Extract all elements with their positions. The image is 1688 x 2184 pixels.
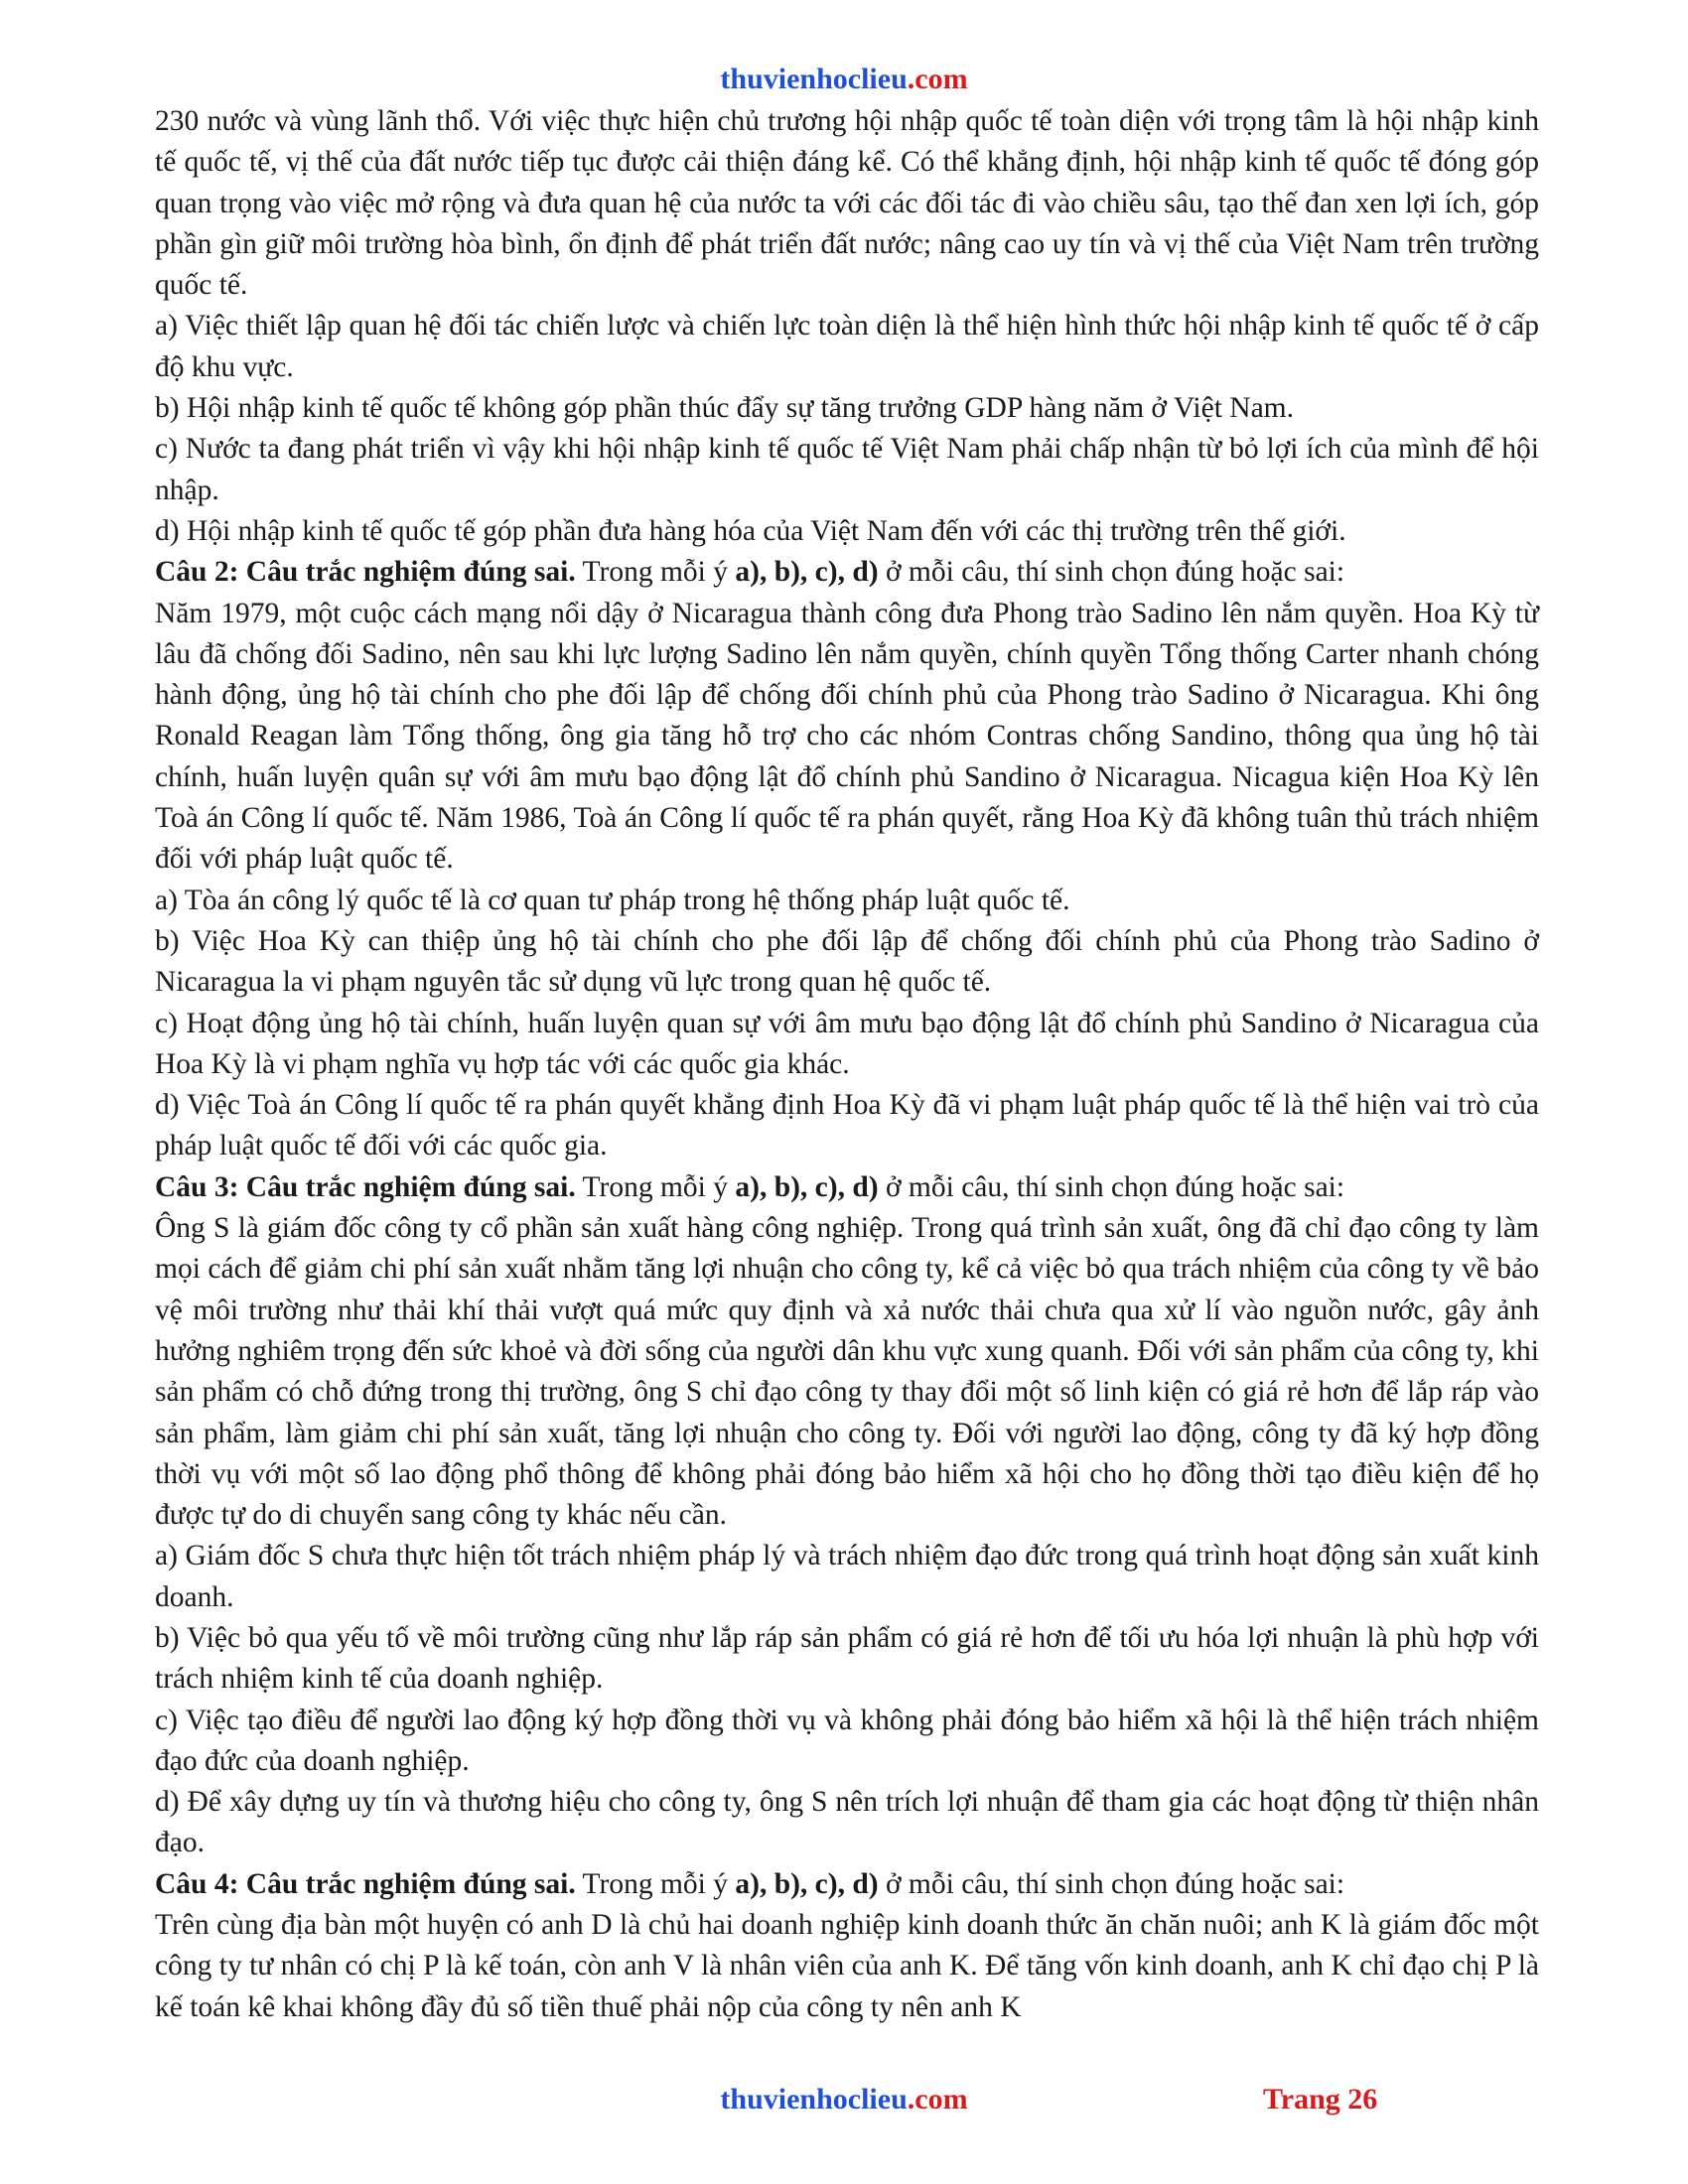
question-4-passage: Trên cùng địa bàn một huyện có anh D là chủ hai doanh nghiệp kinh doanh thức ăn chăn nuôi; anh K là giám đốc một công ty tư nhân có chị P là kế toán, còn anh V là nhân viên của anh K. Để tăng vốn kinh doanh, anh K chỉ đạo chị P là kế toán kê khai không đầy đủ số tiền thuế phải nộp của công ty nên anh K [155, 1909, 1539, 2023]
document-body [155, 101, 1539, 2028]
question-2-title: Câu 2: Câu trắc nghiệm đúng sai. [155, 556, 576, 589]
question-4-title: Câu 4: Câu trắc nghiệm đúng sai. [155, 1867, 576, 1900]
question-2-instr-bold: a), b), c), d) [735, 556, 879, 589]
page-number: Trang 26 [1263, 2083, 1378, 2116]
footer-site [0, 2080, 1688, 2119]
question-3-option-b: b) Việc bỏ qua yếu tố về môi trường cũng như lắp ráp sản phẩm có giá rẻ hơn để tối ưu hóa lợi nhuận là phù hợp với trách nhiệm kinh tế của doanh nghiệp. [155, 1621, 1539, 1696]
question-3-title: Câu 3: Câu trắc nghiệm đúng sai. [155, 1170, 576, 1203]
site-header-name: thuvienhoclieu [720, 63, 908, 95]
question-3-instr-pre: Trong mỗi ý [575, 1170, 736, 1203]
intro-passage: 230 nước và vùng lãnh thổ. Với việc thực hiện chủ trương hội nhập quốc tế toàn diện với trọng tâm là hội nhập kinh tế quốc tế, vị thế của đất nước tiếp tục được cải thiện đáng kể. Có thể khẳng định, hội nhập kinh tế quốc tế đóng góp quan trọng vào việc mở rộng và đưa quan hệ của nước ta với các đối tác đi vào chiều sâu, tạo thế đan xen lợi ích, góp phần gìn giữ môi trường hòa bình, ổn định để phát triển đất nước; nâng cao uy tín và vị thế của Việt Nam trên trường quốc tế. [155, 105, 1539, 302]
question-3-heading [155, 1167, 1539, 1208]
intro-option-b: b) Hội nhập kinh tế quốc tế không góp phần thúc đẩy sự tăng trưởng GDP hàng năm ở Việt Nam. [155, 392, 1294, 425]
question-3-option-c: c) Việc tạo điều để người lao động ký hợp đồng thời vụ và không phải đóng bảo hiểm xã hội là thể hiện trách nhiệm đạo đức của doanh nghiệp. [155, 1704, 1539, 1777]
question-4-instr-post: ở mỗi câu, thí sinh chọn đúng hoặc sai: [878, 1867, 1345, 1900]
question-3-option-d: d) Để xây dựng uy tín và thương hiệu cho công ty, ông S nên trích lợi nhuận để tham gia các hoạt động từ thiện nhân đạo. [155, 1786, 1539, 1859]
page-footer [0, 2080, 1688, 2119]
question-2-option-d: d) Việc Toà án Công lí quốc tế ra phán quyết khẳng định Hoa Kỳ đã vi phạm luật pháp quốc tế là thể hiện vai trò của pháp luật quốc tế đối với các quốc gia. [155, 1089, 1539, 1162]
question-2-heading [155, 552, 1539, 593]
question-4-instr-bold: a), b), c), d) [735, 1867, 879, 1900]
question-3-instr-post: ở mỗi câu, thí sinh chọn đúng hoặc sai: [878, 1170, 1345, 1203]
question-3-passage: Ông S là giám đốc công ty cổ phần sản xuất hàng công nghiệp. Trong quá trình sản xuất, ông đã chỉ đạo công ty làm mọi cách để giảm chi phí sản xuất nhằm tăng lợi nhuận cho công ty, kể cả việc bỏ qua trách nhiệm của công ty về bảo vệ môi trường như thải khí thải vượt quá mức quy định và xả nước thải chưa qua xử lí vào nguồn nước, gây ảnh hưởng nghiêm trọng đến sức khoẻ và đời sống của người dân khu vực xung quanh. Đối với sản phẩm của công ty, khi sản phẩm có chỗ đứng trong thị trường, ông S chỉ đạo công ty thay đổi một số linh kiện có giá rẻ hơn để lắp ráp vào sản phẩm, làm giảm chi phí sản xuất, tăng lợi nhuận cho công ty. Đối với người lao động, công ty đã ký hợp đồng thời vụ với một số lao động phổ thông để không phải đóng bảo hiểm xã hội cho họ đồng thời tạo điều kiện để họ được tự do di chuyển sang công ty khác nếu cần. [155, 1212, 1539, 1532]
footer-site-name: thuvienhoclieu [720, 2083, 908, 2116]
footer-site-tld: .com [907, 2083, 968, 2116]
question-4-instr-pre: Trong mỗi ý [575, 1867, 736, 1900]
site-header-tld: .com [907, 63, 968, 95]
question-2-option-c: c) Hoạt động ủng hộ tài chính, huấn luyện quan sự với âm mưu bạo động lật đổ chính phủ Sandino ở Nicaragua của Hoa Kỳ là vi phạm nghĩa vụ hợp tác với các quốc gia khác. [155, 1007, 1539, 1080]
intro-option-d: d) Hội nhập kinh tế quốc tế góp phần đưa hàng hóa của Việt Nam đến với các thị trường trên thế giới. [155, 514, 1346, 547]
question-2-option-a: a) Tòa án công lý quốc tế là cơ quan tư pháp trong hệ thống pháp luật quốc tế. [155, 884, 1070, 916]
question-4-heading [155, 1864, 1539, 1905]
question-2-instr-post: ở mỗi câu, thí sinh chọn đúng hoặc sai: [878, 556, 1345, 589]
site-header [0, 60, 1688, 99]
question-3-option-a: a) Giám đốc S chưa thực hiện tốt trách nhiệm pháp lý và trách nhiệm đạo đức trong quá trình hoạt động sản xuất kinh doanh. [155, 1540, 1539, 1613]
question-2-instr-pre: Trong mỗi ý [575, 556, 736, 589]
question-3-instr-bold: a), b), c), d) [735, 1170, 879, 1203]
intro-option-c: c) Nước ta đang phát triển vì vậy khi hội nhập kinh tế quốc tế Việt Nam phải chấp nhận từ bỏ lợi ích của mình để hội nhập. [155, 433, 1539, 506]
question-2-passage: Năm 1979, một cuộc cách mạng nổi dậy ở Nicaragua thành công đưa Phong trào Sadino lên nắm quyền. Hoa Kỳ từ lâu đã chống đối Sadino, nên sau khi lực lượng Sadino lên nắm quyền, chính quyền Tổng thống Carter nhanh chóng hành động, ủng hộ tài chính cho phe đối lập để chống đối chính phủ của Phong trào Sadino ở Nicaragua. Khi ông Ronald Reagan làm Tổng thống, ông gia tăng hỗ trợ cho các nhóm Contras chống Sandino, thông qua ủng hộ tài chính, huấn luyện quân sự với âm mưu bạo động lật đổ chính phủ Sandino ở Nicaragua. Nicagua kiện Hoa Kỳ lên Toà án Công lí quốc tế. Năm 1986, Toà án Công lí quốc tế ra phán quyết, rằng Hoa Kỳ đã không tuân thủ trách nhiệm đối với pháp luật quốc tế. [155, 597, 1539, 876]
intro-option-a: a) Việc thiết lập quan hệ đối tác chiến lược và chiến lực toàn diện là thể hiện hình thức hội nhập kinh tế quốc tế ở cấp độ khu vực. [155, 310, 1539, 383]
question-2-option-b: b) Việc Hoa Kỳ can thiệp ủng hộ tài chính cho phe đối lập để chống đối chính phủ của Phong trào Sadino ở Nicaragua la vi phạm nguyên tắc sử dụng vũ lực trong quan hệ quốc tế. [155, 924, 1539, 999]
